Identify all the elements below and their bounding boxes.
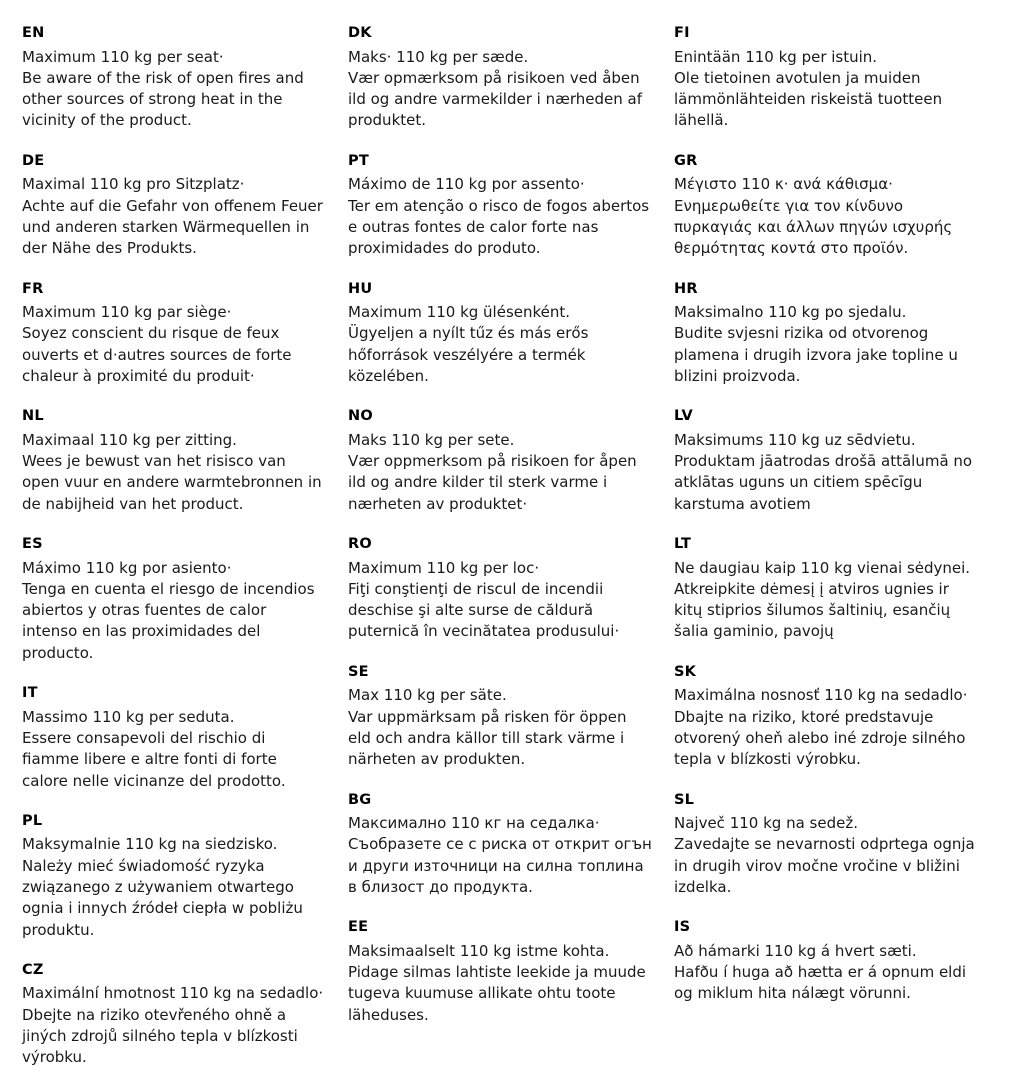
warning-text: Essere consapevoli del rischio di fiamme libere e altre fonti di forte calore nelle vicinanze del prodotto. [22,728,286,790]
warning-text: Należy mieć świadomość ryzyka związanego z używaniem otwartego ognia i innych źródeł ciepła w pobliżu produktu. [22,856,303,939]
language-entry [22,280,326,388]
weight-limit-text: Maximum 110 kg per seat· [22,47,224,66]
warning-text: Achte auf die Gefahr von offenem Feuer und anderen starken Wärmequellen in der Nähe des Produkts. [22,196,323,258]
warning-text: Zavedajte se nevarnosti odprtega ognja in drugih virov močne vročine v bližini izdelka. [674,835,975,896]
warning-text: Dbajte na riziko, ktoré predstavuje otvorený oheň alebo iné zdroje silného tepla v blízkosti výrobku. [674,707,966,769]
warning-text: Be aware of the risk of open fires and other sources of strong heat in the vicinity of the product. [22,68,304,130]
language-code: RO [348,536,372,552]
language-entry [674,24,978,132]
weight-limit-text: Max 110 kg per säte. [348,686,507,705]
language-code: HU [348,280,373,297]
warning-text: Съобразете се с риска от открит огън и други източници на силна топлина в близост до продукта. [348,835,652,896]
language-code: NO [348,408,373,425]
language-entry [348,663,652,771]
weight-limit-text: Máximo de 110 kg por assento· [348,175,585,194]
language-columns [22,24,1002,1089]
weight-limit-text: Maximální hmotnost 110 kg na sedadlo· [22,984,324,1003]
language-code: DE [22,152,45,169]
language-entry [348,152,652,260]
warning-text: Dbejte na riziko otevřeného ohně a jiných zdrojů silného tepla v blízkosti výrobku. [22,1005,298,1067]
language-code: GR [674,152,698,169]
weight-limit-text: Максимално 110 кг на седалка· [348,814,600,833]
language-entry [22,684,326,792]
language-code: IS [674,919,691,936]
language-column-3 [674,24,1000,1025]
language-column-1 [22,24,348,1089]
warning-text: Ole tietoinen avotulen ja muiden lämmönlähteiden riskeistä tuotteen lähellä. [674,68,943,130]
weight-limit-text: Maksimalno 110 kg po sjedalu. [674,303,907,322]
weight-limit-text: Maks 110 kg per sete. [348,430,515,449]
weight-limit-text: Maximálna nosnosť 110 kg na sedadlo· [674,686,968,705]
language-code: EE [348,919,369,936]
warning-text: Ter em atenção o risco de fogos abertos e outras fontes de calor forte nas proximidades do produto. [348,196,650,258]
language-column-2 [348,24,674,1046]
warning-text: Fiţi conştienţi de riscul de incendii deschise şi alte surse de căldură puternică în vecinătatea produsului· [348,579,620,641]
language-code: SK [674,663,697,680]
language-entry [348,24,652,132]
language-code: HR [674,280,698,297]
language-entry [674,791,978,899]
weight-limit-text: Maksimaalselt 110 kg istme kohta. [348,941,610,960]
warning-text: Wees je bewust van het risisco van open vuur en andere warmtebronnen in de nabijheid van het product. [22,452,322,513]
weight-limit-text: Maximum 110 kg ülésenként. [348,303,571,322]
weight-limit-text: Maksimums 110 kg uz sēdvietu. [674,430,916,449]
language-entry [348,280,652,388]
warning-text: Vær oppmerksom på risikoen for åpen ild og andre kilder til sterk varme i nærheten av produktet· [348,452,637,513]
weight-limit-text: Največ 110 kg na sedež. [674,814,858,833]
weight-limit-text: Maximum 110 kg per loc· [348,558,540,577]
weight-limit-text: Maximal 110 kg pro Sitzplatz· [22,175,245,194]
language-code: EN [22,25,45,41]
language-code: NL [22,408,44,425]
language-code: IT [22,685,38,702]
language-code: PT [348,152,369,169]
language-entry [674,407,978,515]
weight-limit-text: Massimo 110 kg per seduta. [22,707,235,726]
weight-limit-text: Máximo 110 kg por asiento· [22,558,232,577]
warning-text: Budite svjesni rizika od otvorenog plamena i drugih izvora jake topline u blizini proizvoda. [674,324,958,385]
language-entry [674,918,978,1004]
weight-limit-text: Að hámarki 110 kg á hvert sæti. [674,941,917,960]
weight-limit-text: Maximaal 110 kg per zitting. [22,430,237,449]
language-code: DK [348,25,372,41]
language-entry [674,663,978,771]
warning-text: Var uppmärksam på risken för öppen eld och andra källor till stark värme i närheten av produkten. [348,707,627,769]
language-entry [348,535,652,643]
language-code: FI [674,25,690,41]
weight-limit-text: Maks· 110 kg per sæde. [348,47,529,66]
language-code: FR [22,280,44,297]
weight-limit-text: Maximum 110 kg par siège· [22,303,232,322]
weight-limit-text: Enintään 110 kg per istuin. [674,47,878,66]
language-entry [674,152,978,260]
language-entry [22,152,326,260]
language-code: BG [348,791,372,808]
warning-text: Atkreipkite dėmesį į atviros ugnies ir kitų stiprios šilumos šaltinių, esančių šalia gaminio, pavojų [674,579,951,641]
language-code: LV [674,408,693,425]
language-entry [674,280,978,388]
warning-text: Vær opmærksom på risikoen ved åben ild og andre varmekilder i nærheden af produktet. [348,68,642,130]
weight-limit-text: Ne daugiau kaip 110 kg vienai sėdynei. [674,558,971,577]
weight-limit-text: Maksymalnie 110 kg na siedzisko. [22,835,278,854]
weight-limit-text: Μέγιστο 110 κ· ανά κάθισμα· [674,175,893,194]
warning-text: Produktam jāatrodas drošā attālumā no atklātas uguns un citiem spēcīgu karstuma avotiem [674,452,973,513]
language-code: ES [22,536,43,552]
language-entry [348,918,652,1026]
language-code: SL [674,791,695,808]
language-code: SE [348,663,369,680]
warning-text: Hafðu í huga að hætta er á opnum eldi og miklum hita nálægt vörunni. [674,963,967,1003]
language-entry [348,791,652,899]
language-code: CZ [22,961,44,978]
language-entry [348,407,652,515]
language-entry [22,407,326,515]
language-entry [22,535,326,664]
warning-text: Tenga en cuenta el riesgo de incendios abiertos y otras fuentes de calor intenso en las proximidades del producto. [22,579,315,662]
warning-text: Pidage silmas lahtiste leekide ja muude tugeva kuumuse allikate ohtu toote läheduses. [348,963,646,1024]
language-entry [22,961,326,1069]
warning-text: Ενημερωθείτε για τον κίνδυνο πυρκαγιάς και άλλων πηγών ισχυρής θερμότητας κοντά στο προϊόν. [674,196,953,258]
language-entry [674,535,978,643]
language-code: LT [674,536,692,552]
language-code: PL [22,812,43,829]
warning-text: Soyez conscient du risque de feux ouverts et d·autres sources de forte chaleur à proximité du produit· [22,324,292,385]
language-entry [22,812,326,941]
warning-text: Ügyeljen a nyílt tűz és más erős hőforrások veszélyére a termék közelében. [348,324,589,385]
language-entry [22,24,326,132]
